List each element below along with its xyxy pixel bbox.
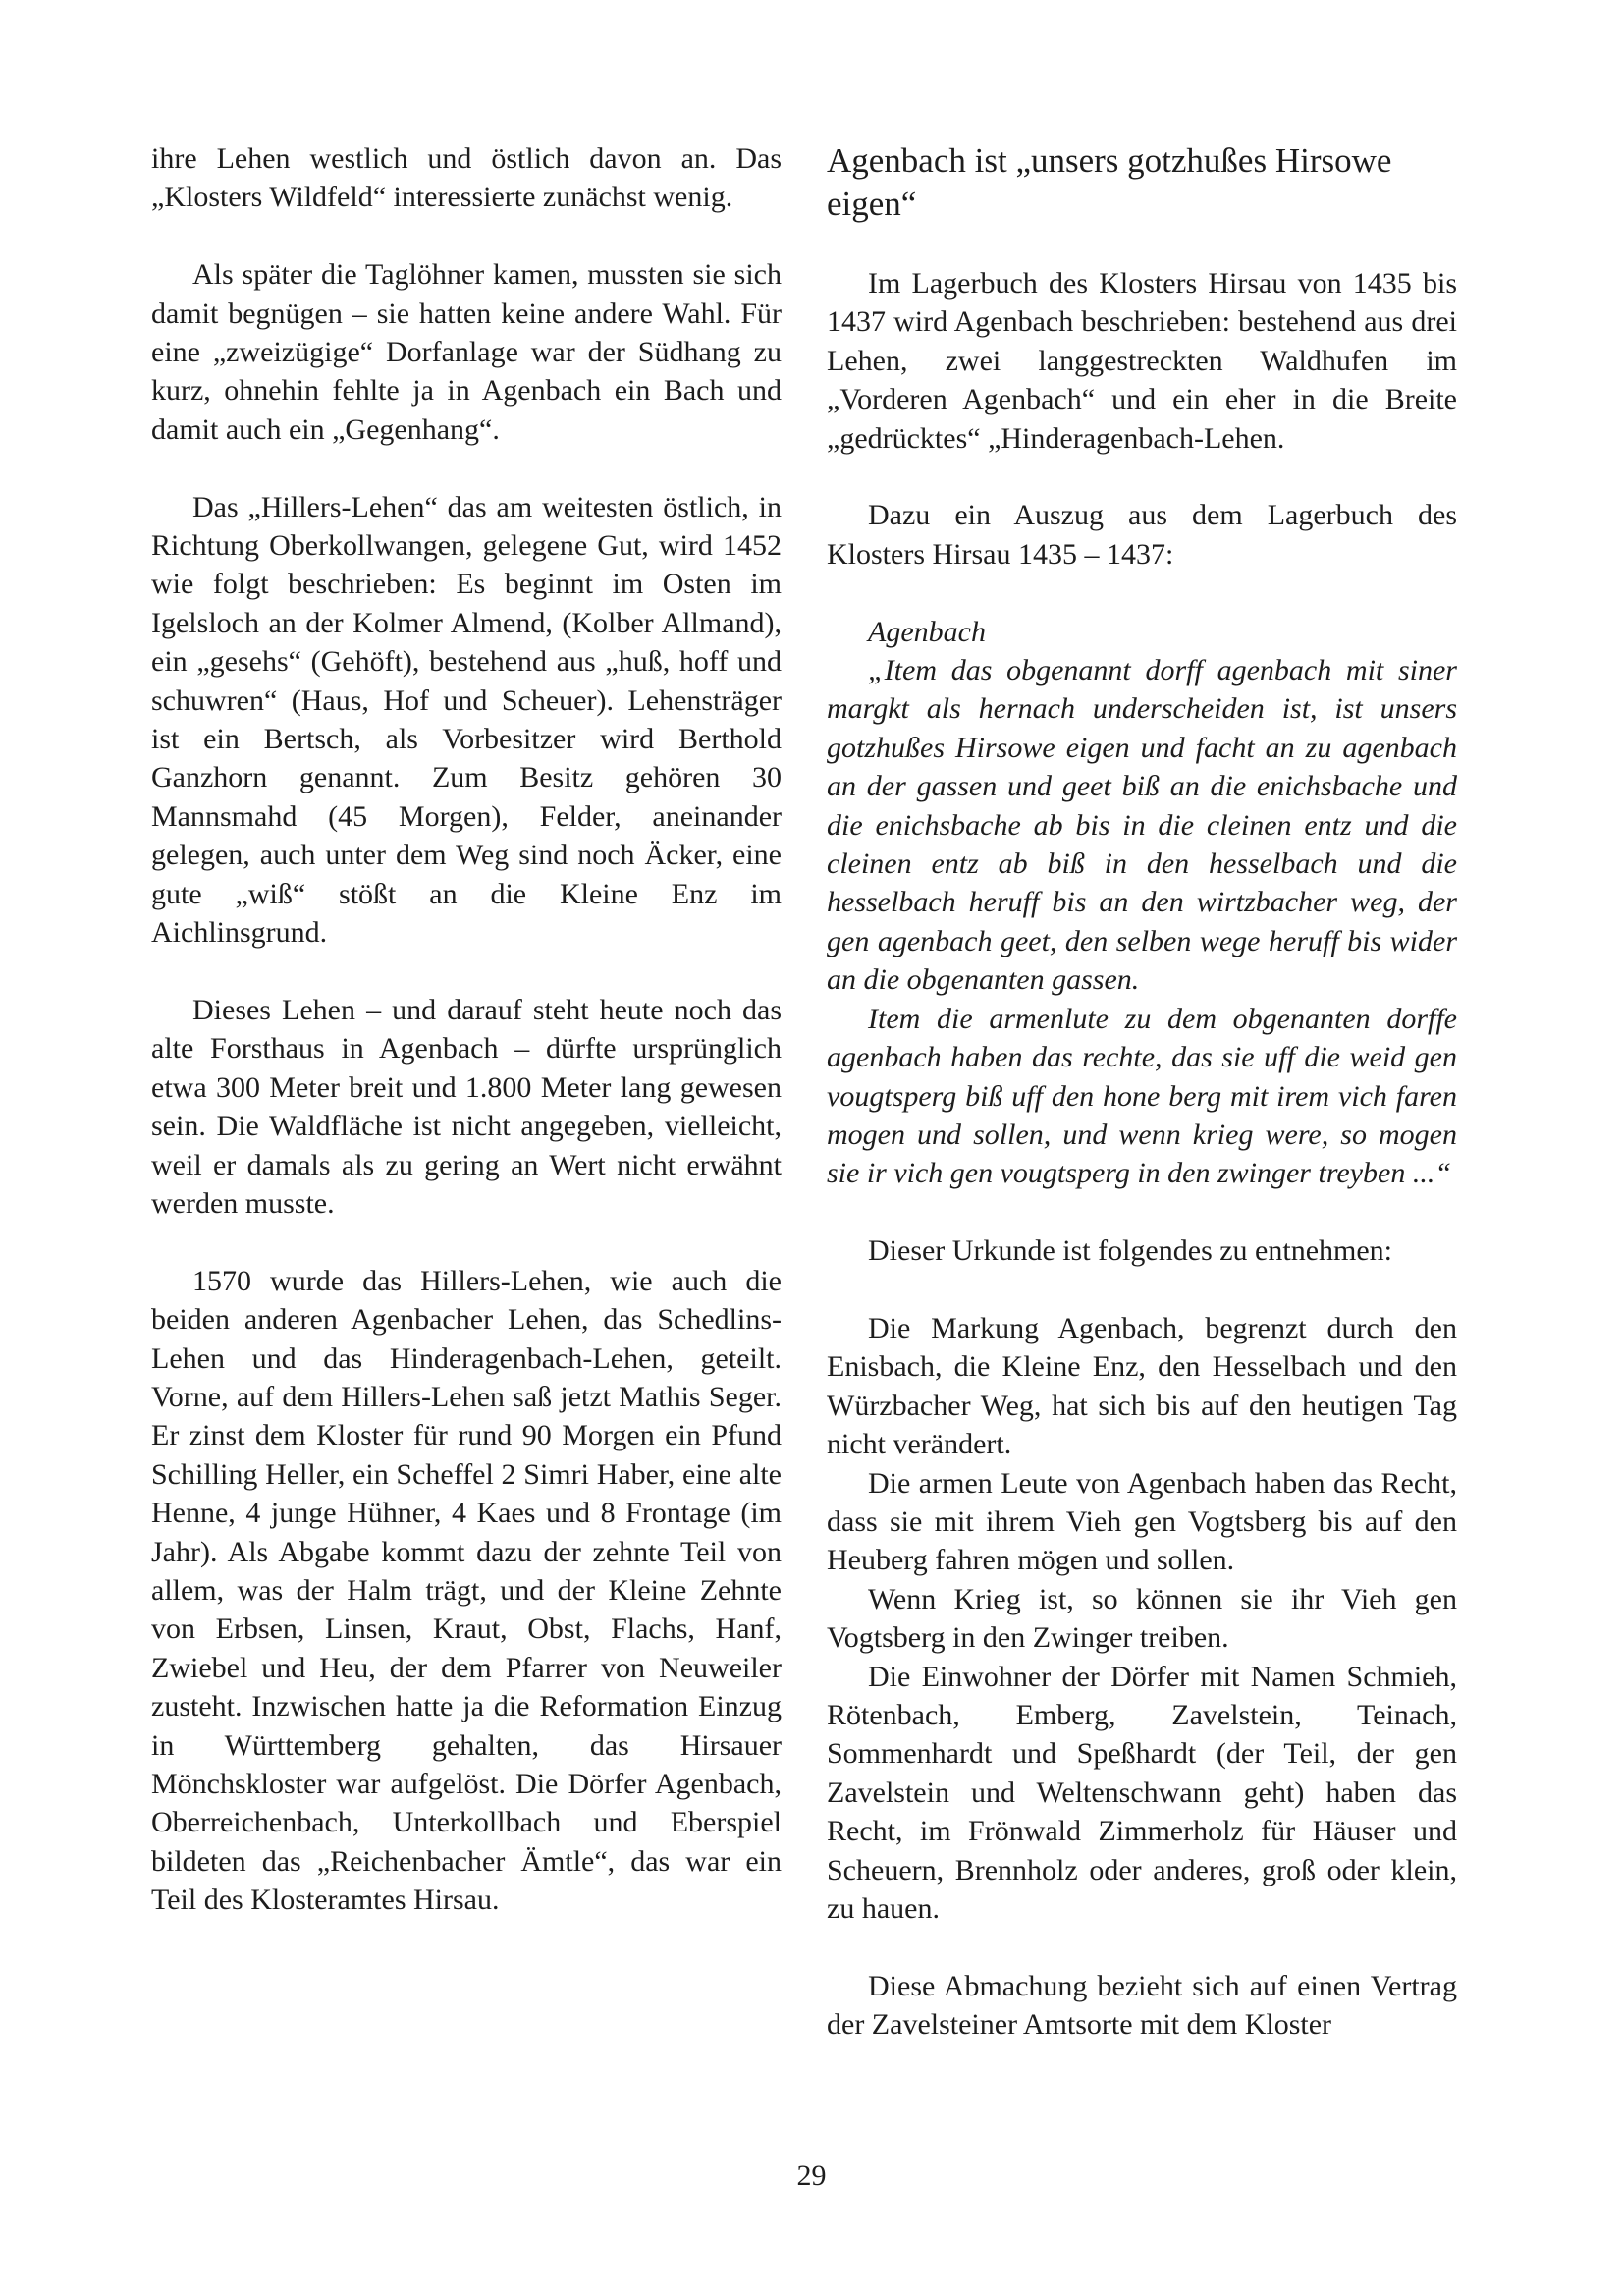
section-heading: Agenbach ist „unsers gotzhußes Hirsowe eigen“ (827, 141, 1392, 223)
right-column (827, 139, 1457, 2045)
left-column (151, 139, 782, 1920)
paragraph: Dieses Lehen – und darauf steht heute noch das alte Forsthaus in Agenbach – dürfte ursprünglich etwa 300 Meter breit und 1.800 Meter lang gewesen sein. Die Waldfläche ist nicht angegeben, vielleicht, weil er damals als zu gering an Wert nicht erwähnt werden musste. (151, 993, 782, 1220)
paragraph: Das „Hillers-Lehen“ das am weitesten östlich, in Richtung Oberkollwangen, gelegene Gut, wird 1452 wie folgt beschrieben: Es beginnt im Osten im Igelsloch an der Kolmer Almend, (Kolber Allmand), ein „gesehs“ (Gehöft), bestehend aus „huß, hoff und schuwren“ (Haus, Hof und Scheuer). Lehensträger ist ein Bertsch, als Vorbesitzer wird Berthold Ganzhorn genannt. Zum Besitz gehören 30 Mannsmahd (45 Morgen), Felder, aneinander gelegen, auch unter dem Weg sind noch Äcker, eine gute „wiß“ stößt an die Kleine Enz im Aichlinsgrund. (151, 490, 782, 950)
paragraph: Als später die Taglöhner kamen, mussten sie sich damit begnügen – sie hatten keine andere Wahl. Für eine „zweizügige“ Dorfanlage war der Südhang zu kurz, ohnehin fehlte ja in Agenbach ein Bach und damit auch ein „Gegenhang“. (151, 258, 782, 446)
paragraph: Dazu ein Auszug aus dem Lagerbuch des Klosters Hirsau 1435 – 1437: (827, 499, 1457, 571)
paragraph: 1570 wurde das Hillers-Lehen, wie auch die beiden anderen Agenbacher Lehen, das Schedlins-Lehen und das Hinderagenbach-Lehen, geteilt. Vorne, auf dem Hillers-Lehen saß jetzt Mathis Seger. Er zinst dem Kloster für rund 90 Morgen ein Pfund Schilling Heller, ein Scheffel 2 Simri Haber, eine alte Henne, 4 junge Hühner, 4 Kaes und 8 Frontage (im Jahr). Als Abgabe kommt dazu der zehnte Teil von allem, was der Halm trägt, und der Kleine Zehnte von Erbsen, Linsen, Kraut, Obst, Flachs, Hanf, Zwiebel und Heu, der dem Pfarrer von Neuweiler zusteht. Inzwischen hatte ja die Reformation Einzug in Württemberg gehalten, das Hirsauer Mönchskloster war aufgelöst. Die Dörfer Agenbach, Oberreichenbach, Unterkollbach und Eberspiel bildeten das „Reichenbacher Ämtle“, das war ein Teil des Klosteramtes Hirsau. (151, 1264, 782, 1917)
paragraph: Wenn Krieg ist, so können sie ihr Vieh gen Vogtsberg in den Zwinger treiben. (827, 1582, 1457, 1655)
quote-paragraph: Item die armenlute zu dem obgenanten dorffe agenbach haben das rechte, das sie uff die weid gen vougtsperg biß uff den hone berg mit irem vich faren mogen und sollen, und wenn krieg were, so mogen sie ir vich gen vougtsperg in den zwinger treyben ...“ (827, 1002, 1457, 1190)
quote-title: Agenbach (868, 615, 986, 648)
paragraph: ihre Lehen westlich und östlich davon an. Das „Klosters Wildfeld“ interessierte zunächst wenig. (151, 142, 782, 214)
paragraph: Die Einwohner der Dörfer mit Namen Schmieh, Rötenbach, Emberg, Zavelstein, Teinach, Sommenhardt und Speßhardt (der Teil, der gen Zavelstein und Weltenschwann geht) haben das Recht, im Frönwald Zimmerholz für Häuser und Scheuern, Brennholz oder anderes, groß oder klein, zu hauen. (827, 1660, 1457, 1925)
quote-block (827, 613, 1457, 1193)
quote-paragraph: „Item das obgenannt dorff agenbach mit siner margkt als hernach underscheiden ist, ist unsers gotzhußes Hirsowe eigen und facht an zu agenbach an der gassen und geet biß an die enichsbache und die enichsbache ab bis in die cleinen entz und die cleinen entz ab biß in den hesselbach und die hesselbach heruff bis an den wirtzbacher weg, der gen agenbach geet, den selben wege heruff bis wider an die obgenanten gassen. (827, 654, 1457, 997)
paragraph: Die armen Leute von Agenbach haben das Recht, dass sie mit ihrem Vieh gen Vogtsberg bis auf den Heuberg fahren mögen und sollen. (827, 1466, 1457, 1577)
paragraph: Dieser Urkunde ist folgendes zu entnehmen: (868, 1234, 1393, 1268)
paragraph: Diese Abmachung bezieht sich auf einen Vertrag der Zavelsteiner Amtsorte mit dem Kloster (827, 1969, 1457, 2042)
page-number: 29 (796, 2159, 827, 2192)
paragraph: Im Lagerbuch des Klosters Hirsau von 1435 bis 1437 wird Agenbach beschrieben: bestehend aus drei Lehen, zwei langgestreckten Waldhufen im „Vorderen Agenbach“ und ein eher in die Breite „gedrücktes“ „Hinderagenbach-Lehen. (827, 267, 1457, 455)
paragraph: Die Markung Agenbach, begrenzt durch den Enisbach, die Kleine Enz, den Hesselbach und den Würzbacher Weg, hat sich bis auf den heutigen Tag nicht verändert. (827, 1311, 1457, 1461)
